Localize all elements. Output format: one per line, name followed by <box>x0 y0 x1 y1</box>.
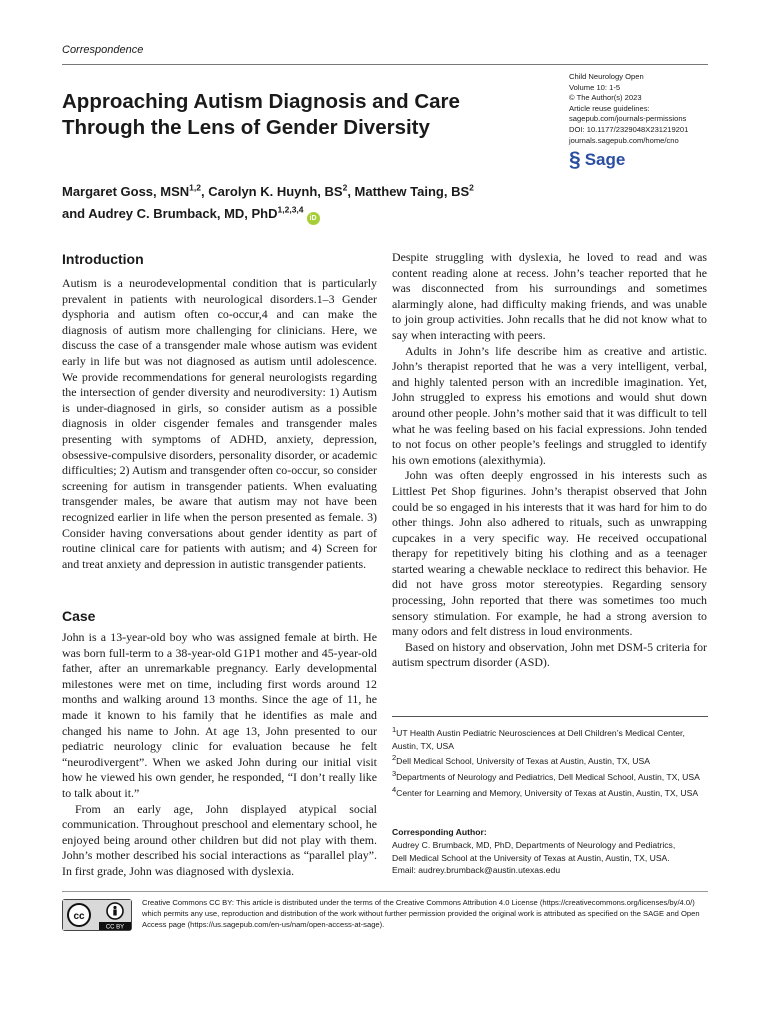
affiliation-text: Dell Medical School, University of Texas at Austin, Austin, TX, USA <box>396 756 650 767</box>
affiliation-number: 2 <box>392 753 397 763</box>
journal-meta <box>569 72 719 146</box>
author-name: Audrey C. Brumback, MD, PhD <box>88 206 278 221</box>
case-body-left <box>62 630 377 880</box>
intro-text: Autism is a neurodevelopmental condition that is particularly prevalent in patients with neurological disorders.1–3 Gender dysphoria and autism often co-occur,4 and can make the diagnosis of autism more challenging for clinicians. Here, we discuss the case of a transgender male whose autism was evident early in life but was not diagnosed as autism until adolescence. We provide recommendations for general neurologists regarding the intersection of gender diversity and neurodiversity: 1) Autism is under-diagnosed in girls, so consider autism as a possible diagnosis in older cisgender females and transgender males presenting with symptoms of ADHD, anxiety, depression, obsessive-compulsive disorders, personality disorder, or academic difficulties; 2) Autism and transgender often co-occur, so consider screening for autism in transgender patients. When evaluating transgender males, be aware that autism may not have been recognized earlier in life when the person presented as female. 3) Consider having conversations about gender identity as part of routine clinical care for patients with autism; and 4) Screen for and treat anxiety and depression in autistic transgender patients. <box>62 276 377 571</box>
case-heading: Case <box>62 608 96 624</box>
author-affiliation: 1,2,3,4 <box>277 204 304 215</box>
reuse-label: Article reuse guidelines: <box>569 103 650 113</box>
orcid-icon[interactable]: iD <box>307 212 320 225</box>
author-affiliation: 2 <box>469 182 474 193</box>
journal-home-link[interactable]: journals.sagepub.com/home/cno <box>569 135 679 145</box>
case-paragraph: Despite struggling with dyslexia, he loved to read and was content reading alone at recess. John’s teacher reported that he was disconnected from his surroundings and sometimes alarmingly alone, had difficulty making friends, and was unable to join group activities. John recalls that he did not know what to say when interacting with peers. <box>392 250 707 342</box>
copyright-line: © The Author(s) 2023 <box>569 93 642 103</box>
author-name: Matthew Taing, BS <box>354 184 470 199</box>
article-title: Approaching Autism Diagnosis and Care Through the Lens of Gender Diversity <box>62 90 460 139</box>
author-affiliation: 2 <box>342 182 348 193</box>
corresponding-line: Dell Medical School at the University of Texas at Austin, Austin, TX, USA. <box>392 852 670 863</box>
corresponding-author <box>392 826 712 877</box>
sage-wordmark: Sage <box>584 150 626 169</box>
case-paragraph: John was often deeply engrossed in his interests such as Littlest Pet Shop figurines. John’s therapist observed that John could be so engaged in his interests that it was hard for him to do other things. John also adhered to rituals, such as unwrapping cupcakes in a very specific way. He received occupational therapy for repetitively biting his clothing and as a teenager started wearing a chewable necklace to redirect this behavior. He did not have gross motor stereotypies. Regarding sensory processing, John reported that there was sometimes too much sensory stimulation. For example, he had a strong aversion to many odors and felt distress in loud environments. <box>392 468 707 639</box>
case-paragraph: John is a 13-year-old boy who was assigned female at birth. He was born full-term to a 38-year-old G1P1 mother and 45-year-old father, after an unremarkable pregnancy. Early developmental milestones were met on time, including first words around 12 months and walking around 13 months. Since the age of 11, he made it known to his family that he identifies as male and changed his name to John. At age 13, John presented to our pediatric neurology clinic for evaluation because he felt “neurodivergent”. When we asked John during our initial visit how he viewed his own gender, he responded, “I don’t really like to talk about it.” <box>62 630 377 800</box>
affiliation-item <box>392 724 712 752</box>
journal-name: Child Neurology Open <box>569 72 644 81</box>
author-list: Margaret Goss, MSN$^{1,2}$, Carolyn K. Huynh, $BS^2$, Matthew Taing, $BS^2$ and Audrey C. Brumback, MD, PhD$^{1,2,3,4}$iD <box>62 181 572 225</box>
case-paragraph: Adults in John’s life describe him as creative and artistic. John’s therapist reported that he was a very intelligent, verbal, and highly talented person with an incredible imagination. Yet, John struggled to express his emotions and would shut down around other people. John’s mother said that it was difficult to tell what he was feeling based on his facial expressions. John tended to not focus on other people’s feelings and struggled to identify his own emotions (alexithymia). <box>392 343 707 467</box>
license-text: Creative Commons CC BY: This article is distributed under the terms of the Creative Commons Attribution 4.0 License (https://creativecommons.org/licenses/by/4.0/) which permits any use, reproduction and distribution of the work without further permission provided the original work is attributed as specified on the SAGE and Open Access page (https://us.sagepub.com/en-us/nam/open-access-at-sage). <box>142 898 700 929</box>
header-divider <box>62 64 708 65</box>
permissions-link[interactable]: sagepub.com/journals-permissions <box>569 114 687 124</box>
case-paragraph: From an early age, John displayed atypical social communication. Throughout preschool and elementary school, he enjoyed being around other children but did not play with them. John’s mother described his social interactions as “parallel play”. In first grade, John was diagnosed with dyslexia. <box>62 801 377 878</box>
affiliation-item <box>392 784 712 800</box>
case-paragraph: Based on history and observation, John met DSM-5 criteria for autism spectrum disorder (ASD). <box>392 639 707 670</box>
affiliation-number: 4 <box>392 784 397 794</box>
affiliation-text: Departments of Neurology and Pediatrics, Dell Medical School, Austin, TX, USA <box>396 771 700 782</box>
affiliation-number: 3 <box>392 769 397 779</box>
doi-link[interactable]: DOI: 10.1177/2329048X231219201 <box>569 124 689 134</box>
corresponding-line: Audrey C. Brumback, MD, PhD, Departments of Neurology and Pediatrics, <box>392 839 676 850</box>
affiliation-text: UT Health Austin Pediatric Neurosciences at Dell Children’s Medical Center, Austin, TX, USA <box>392 727 685 751</box>
cc-badge-label: CC BY <box>105 924 125 930</box>
affiliation-number: 1 <box>392 725 397 734</box>
author-name: Margaret Goss, MSN <box>62 184 190 199</box>
affiliation-item <box>392 752 712 768</box>
affiliation-item <box>392 768 712 784</box>
case-body-right <box>392 250 707 671</box>
section-label: Correspondence <box>62 44 144 56</box>
cc-by-icon <box>63 900 131 930</box>
cc-by-badge[interactable] <box>62 899 132 931</box>
license-divider <box>62 891 708 892</box>
affiliation-text: Center for Learning and Memory, University of Texas at Austin, Austin, TX, USA <box>396 787 699 798</box>
author-affiliation: 1,2 <box>189 182 201 193</box>
intro-heading: Introduction <box>62 251 144 267</box>
svg-text:cc: cc <box>73 911 85 922</box>
sage-s-icon: § <box>569 148 581 171</box>
corresponding-email[interactable]: Email: audrey.brumback@austin.utexas.edu <box>392 865 561 876</box>
corresponding-label: Corresponding Author: <box>392 827 487 837</box>
affiliation-footnotes <box>392 724 712 799</box>
sage-logo <box>569 150 625 170</box>
journal-volume: Volume 10: 1-5 <box>569 82 621 92</box>
intro-paragraph <box>62 276 377 572</box>
author-name: Carolyn K. Huynh, BS <box>208 184 343 199</box>
footnote-divider <box>392 716 708 717</box>
